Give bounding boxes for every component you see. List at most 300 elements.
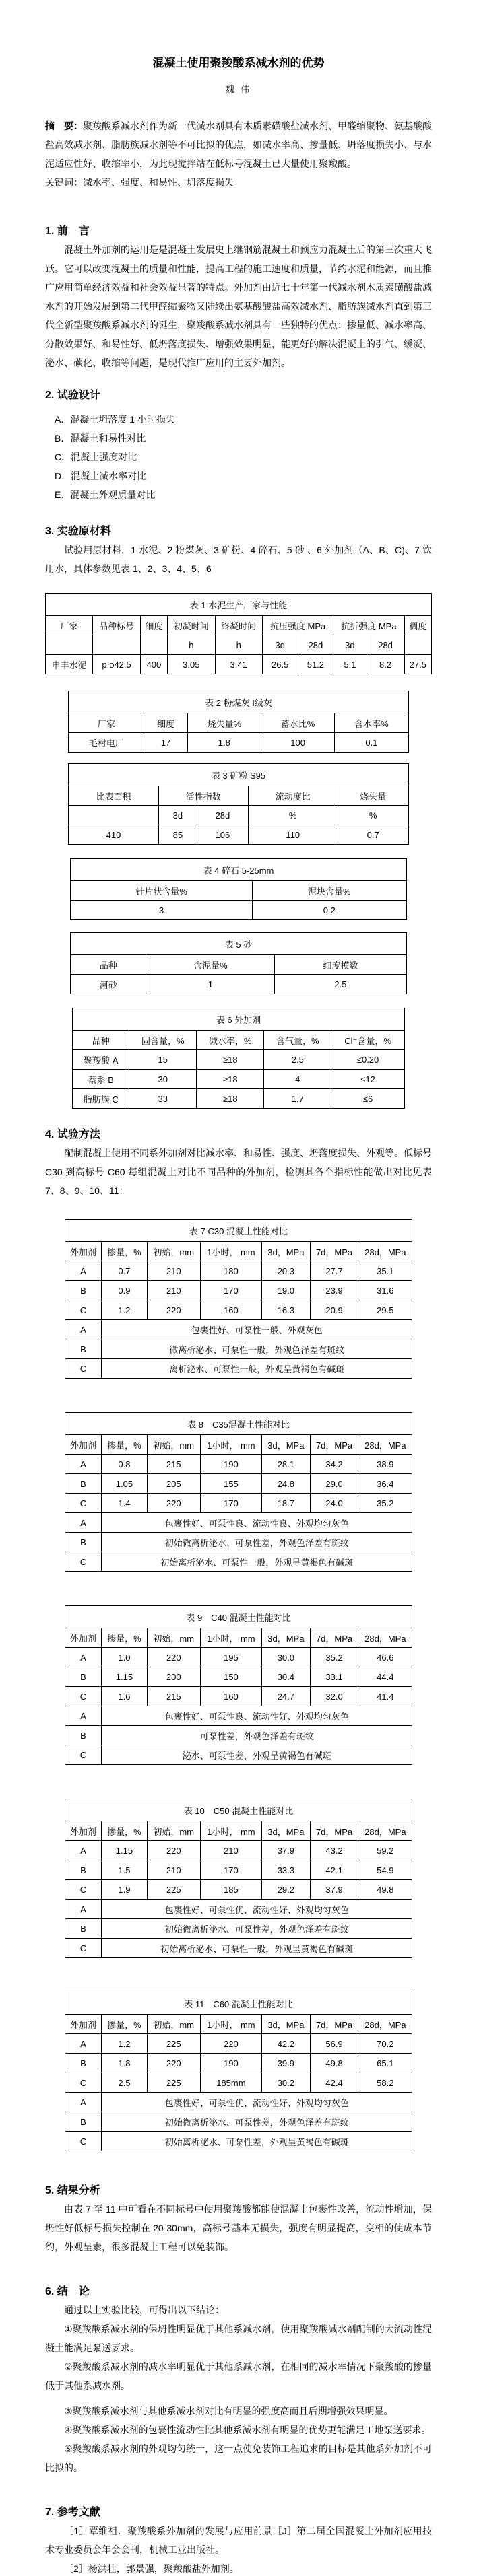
- table-note-text: 微离析泌水、可泵性一般，外观色泽差有斑纹: [102, 1339, 412, 1359]
- table-11-c60: [45, 1992, 432, 2151]
- table-note-text: 包裹性好、可泵性良、流动性好、外观均匀灰色: [102, 1706, 412, 1726]
- table-header-cell: 掺量，%: [102, 1242, 148, 1261]
- table-title: 表 9 C40 混凝土性能对比: [65, 1606, 412, 1628]
- table-cell: 4: [264, 1070, 331, 1089]
- t8-grid: [65, 1412, 413, 1572]
- table-header-cell: 抗压强度 MPa: [262, 616, 333, 635]
- table-header-cell: 掺量，%: [102, 1435, 148, 1455]
- table-10-c50: [45, 1799, 432, 1958]
- table-cell: 160: [200, 1300, 261, 1320]
- table-note-row: [65, 1919, 412, 1939]
- table-title: 表 7 C30 混凝土性能对比: [65, 1220, 412, 1242]
- table-header-cell: 初始，mm: [147, 2015, 200, 2034]
- table-cell: 1.05: [102, 1474, 148, 1494]
- table-cell: 脂肪族 C: [73, 1089, 129, 1109]
- table-title-row: [65, 1799, 412, 1821]
- table-cell: B: [65, 1474, 101, 1494]
- table-header-row: [65, 1821, 412, 1841]
- table-header-cell: 外加剂: [65, 1242, 101, 1261]
- table-header-cell: 比表面积: [69, 786, 158, 806]
- table-8-c35: [45, 1412, 432, 1572]
- table-cell: 17: [144, 733, 187, 753]
- table-header-cell: 7d，MPa: [310, 1242, 358, 1261]
- table-2-flyash: [45, 691, 432, 753]
- table-row: [65, 2054, 412, 2073]
- table-cell: 聚羧酸 A: [73, 1050, 129, 1070]
- table-cell: 400: [140, 655, 167, 674]
- table-row: [65, 1667, 412, 1687]
- table-cell: 33.3: [262, 1860, 311, 1880]
- table-header-row: [69, 806, 408, 825]
- table-title: 表 1 水泥生产厂家与性能: [46, 594, 432, 616]
- table-cell: B: [65, 2054, 101, 2073]
- table-header-cell: 7d，MPa: [310, 1435, 358, 1455]
- table-header-cell: 28d: [298, 635, 333, 655]
- table-note-text: 初始微离析泌水、可泵性差，外观色泽差有斑纹: [102, 1919, 412, 1939]
- table-note-text: 泌水、可泵性差，外观呈黄褐色有碱斑: [102, 1745, 412, 1765]
- table-header-row: [71, 881, 406, 901]
- table-cell: 27.7: [310, 1261, 358, 1281]
- table-cell: 195: [200, 1648, 261, 1667]
- table-header-cell: 28d，MPa: [358, 1628, 412, 1648]
- table-cell: 59.2: [358, 1841, 412, 1860]
- table-row: [71, 975, 406, 994]
- table-header-cell: 1小时， mm: [200, 1628, 261, 1648]
- t4-grid: [70, 858, 406, 920]
- section-7-heading: 7. 参考文献: [45, 2507, 100, 2518]
- table-header-cell: 初始，mm: [147, 1435, 200, 1455]
- table-row: [65, 1648, 412, 1667]
- table-title: 表 8 C35混凝土性能对比: [65, 1413, 412, 1435]
- table-cell: 0.7: [102, 1261, 148, 1281]
- table-cell: 35.2: [358, 1494, 412, 1513]
- table-note-label: C: [65, 1552, 101, 1572]
- table-cell: 32.0: [310, 1687, 358, 1706]
- table-cell: 16.3: [262, 1300, 311, 1320]
- conclusion-item-5: ⑤聚羧酸系减水剂的外观均匀统一，这一点使免装饰工程追求的目标是其他系外加剂不可比拟的。: [45, 2443, 432, 2473]
- table-cell: 42.1: [310, 1860, 358, 1880]
- table-title-row: [65, 1413, 412, 1435]
- table-note-label: A: [65, 1706, 101, 1726]
- table-cell: 42.2: [262, 2034, 311, 2054]
- table-cell: 210: [147, 1261, 200, 1281]
- table-row: [69, 825, 408, 845]
- table-header-cell: 初凝时间: [168, 616, 215, 635]
- table-note-label: A: [65, 1320, 101, 1339]
- table-cell: 220: [200, 2034, 261, 2054]
- table-cell: 170: [200, 1860, 261, 1880]
- table-header-cell: 3d，MPa: [262, 1435, 311, 1455]
- design-item-c: C．混凝土强度对比: [55, 452, 137, 462]
- table-cell: 205: [147, 1474, 200, 1494]
- table-header-cell: 活性指数: [158, 786, 248, 806]
- table-cell: C: [65, 1880, 101, 1900]
- table-header-cell: 3d，MPa: [262, 2015, 311, 2034]
- table-header-cell: 7d，MPa: [310, 1628, 358, 1648]
- table-header-cell: 厂家: [46, 616, 93, 635]
- table-cell: 41.4: [358, 1687, 412, 1706]
- table-header-cell: 7d，MPa: [310, 2015, 358, 2034]
- conclusion-item-4: ④聚羧酸系减水剂的包裹性流动性比其他系减水剂有明显的优势更能满足工地泵送要求。: [64, 2425, 431, 2435]
- table-title-row: [65, 1606, 412, 1628]
- table-header-cell: Cl⁻含量，%: [331, 1031, 405, 1050]
- table-header-cell: 品种: [71, 955, 146, 975]
- table-cell: 49.8: [310, 2054, 358, 2073]
- table-note-text: 可泵性差，外观色泽差有斑纹: [102, 1726, 412, 1745]
- table-cell: C: [65, 1300, 101, 1320]
- table-title-row: [46, 594, 432, 616]
- t10-grid: [65, 1799, 413, 1958]
- table-note-row: [65, 1533, 412, 1552]
- table-cell: 70.2: [358, 2034, 412, 2054]
- table-header-cell: 厂家: [69, 713, 144, 733]
- table-cell: 3: [71, 901, 253, 920]
- table-cell: C: [65, 1687, 101, 1706]
- section-3-heading: 3. 实验原材料: [45, 526, 111, 537]
- table-cell: 29.2: [262, 1880, 311, 1900]
- table-note-row: [65, 1320, 412, 1339]
- table-note-row: [65, 1745, 412, 1765]
- table-cell: 160: [200, 1687, 261, 1706]
- table-cell: 51.2: [298, 655, 333, 674]
- table-header-cell: [140, 635, 167, 655]
- table-cell: 34.2: [310, 1455, 358, 1474]
- table-cell: 210: [200, 1841, 261, 1860]
- table-cell: 58.2: [358, 2073, 412, 2093]
- table-cell: 0.7: [338, 825, 408, 845]
- table-cell: 30.4: [262, 1667, 311, 1687]
- table-cell: 1.5: [102, 1860, 148, 1880]
- table-cell: 30.0: [262, 1648, 311, 1667]
- table-header-cell: 28d，MPa: [358, 2015, 412, 2034]
- section-5-heading: 5. 结果分析: [45, 2185, 100, 2196]
- table-cell: A: [65, 1455, 101, 1474]
- table-cell: 215: [147, 1455, 200, 1474]
- table-header-cell: 外加剂: [65, 1435, 101, 1455]
- table-cell: 200: [147, 1667, 200, 1687]
- table-header-cell: [93, 635, 140, 655]
- table-note-row: [65, 1706, 412, 1726]
- table-cell: 44.4: [358, 1667, 412, 1687]
- table-row: [65, 2034, 412, 2054]
- table-header-row: [46, 616, 432, 635]
- table-cell: 35.1: [358, 1261, 412, 1281]
- table-header-cell: 蓄水比%: [261, 713, 334, 733]
- table-header-cell: 抗折强度 MPa: [333, 616, 404, 635]
- table-cell: 1.8: [102, 2054, 148, 2073]
- reference-2: ［2］杨洪壮，郭景强，聚羧酸盐外加剂。: [64, 2563, 239, 2574]
- reference-1: ［1］覃维祖．聚羧酸系外加剂的发展与应用前景［J］第二届全国混凝土外加剂应用技术专业委员会年会会刊，机械工业出版社。: [45, 2526, 432, 2555]
- table-cell: 河砂: [71, 975, 146, 994]
- table-header-cell: 掺量，%: [102, 2015, 148, 2034]
- table-header-cell: 稠度: [404, 616, 431, 635]
- table-cell: 33: [129, 1089, 197, 1109]
- table-title-row: [65, 1992, 412, 2015]
- table-header-row: [69, 786, 408, 806]
- table-header-cell: 掺量，%: [102, 1628, 148, 1648]
- table-note-row: [65, 1552, 412, 1572]
- table-cell: B: [65, 1667, 101, 1687]
- table-cell: A: [65, 1648, 101, 1667]
- table-cell: 萘系 B: [73, 1070, 129, 1089]
- table-cell: 28.1: [262, 1455, 311, 1474]
- t3-grid: [68, 763, 408, 845]
- keywords-line: [45, 173, 432, 192]
- table-cell: 1.6: [102, 1687, 148, 1706]
- table-note-label: C: [65, 2132, 101, 2151]
- table-title: 表 11 C60 混凝土性能对比: [65, 1992, 412, 2015]
- t7-grid: [65, 1219, 413, 1379]
- table-header-cell: 3d，MPa: [262, 1242, 311, 1261]
- table-header-cell: 3d: [333, 635, 367, 655]
- table-cell: 1.4: [102, 1494, 148, 1513]
- table-cell: 15: [129, 1050, 197, 1070]
- design-item-b: B．混凝土和易性对比: [55, 433, 146, 444]
- table-row: [65, 1494, 412, 1513]
- table-cell: 190: [200, 1455, 261, 1474]
- table-header-cell: 3d: [262, 635, 298, 655]
- table-row: [65, 1880, 412, 1900]
- table-cell: p.o42.5: [93, 655, 140, 674]
- table-cell: 33.1: [310, 1667, 358, 1687]
- table-cell: ≥18: [197, 1089, 264, 1109]
- table-cell: C: [65, 1494, 101, 1513]
- table-cell: 35.2: [310, 1648, 358, 1667]
- table-header-cell: 终凝时间: [215, 616, 262, 635]
- design-item-e: E．混凝土外观质量对比: [55, 489, 156, 500]
- table-cell: 2.5: [102, 2073, 148, 2093]
- table-header-cell: 烧失量: [338, 786, 408, 806]
- table-cell: 36.4: [358, 1474, 412, 1494]
- table-note-text: 初始离析泌水、可泵性一般，外观呈黄褐色有碱斑: [102, 1552, 412, 1572]
- table-cell: 185: [200, 1880, 261, 1900]
- table-cell: 24.8: [262, 1474, 311, 1494]
- table-header-cell: %: [248, 806, 338, 825]
- conclusion-item-2: ②聚羧酸系减水剂的减水率明显优于其他系减水剂，在相同的减水率情况下聚羧酸的掺量低于其他系减水剂。: [45, 2361, 432, 2391]
- section-5-paragraph: 由表 7 至 11 中可看在不同标号中使用聚羧酸都能使混凝土包裹性改善，流动性增加，保坍性好低标号损失控制在 20-30mm，高标号基本无损失，强度有明显提高，变相的使成本节约，外观呈素，很多混凝土工程可以免装饰。: [45, 2204, 432, 2252]
- table-cell: A: [65, 1841, 101, 1860]
- table-cell: 170: [200, 1494, 261, 1513]
- table-note-row: [65, 1939, 412, 1958]
- table-cell: C: [65, 2073, 101, 2093]
- table-header-cell: 1小时， mm: [200, 2015, 261, 2034]
- table-cell: 1.9: [102, 1880, 148, 1900]
- table-title: 表 6 外加剂: [73, 1008, 405, 1031]
- table-header-cell: 7d，MPa: [310, 1821, 358, 1841]
- conclusion-item-1: ①聚羧酸系减水剂的保坍性明显优于其他系减水剂，使用聚羧酸减水剂配制的大流动性混凝土能满足泵送要求。: [45, 2324, 432, 2353]
- table-row: [69, 733, 408, 753]
- table-row: [73, 1070, 405, 1089]
- t5-grid: [70, 932, 406, 994]
- table-header-cell: 细度: [144, 713, 187, 733]
- table-header-cell: 外加剂: [65, 1821, 101, 1841]
- abstract: [45, 116, 432, 173]
- table-row: [65, 1841, 412, 1860]
- table-cell: 38.9: [358, 1455, 412, 1474]
- table-cell: 30.2: [262, 2073, 311, 2093]
- table-cell: ≤12: [331, 1070, 405, 1089]
- table-header-cell: 28d，MPa: [358, 1242, 412, 1261]
- table-header-row: [71, 955, 406, 975]
- t6-grid: [72, 1008, 405, 1109]
- table-cell: 1.8: [187, 733, 261, 753]
- table-header-cell: 流动度比: [248, 786, 338, 806]
- table-title: 表 10 C50 混凝土性能对比: [65, 1799, 412, 1821]
- table-header-cell: 28d，MPa: [358, 1821, 412, 1841]
- table-header-cell: 含气量，%: [264, 1031, 331, 1050]
- table-cell: 2.5: [264, 1050, 331, 1070]
- table-header-cell: 外加剂: [65, 2015, 101, 2034]
- table-cell: 18.7: [262, 1494, 311, 1513]
- abstract-label: 摘 要：: [45, 120, 83, 131]
- t1-grid: [45, 593, 432, 674]
- table-cell: 2.5: [275, 975, 406, 994]
- table-cell: A: [65, 2034, 101, 2054]
- table-cell: 190: [200, 2054, 261, 2073]
- table-note-row: [65, 1359, 412, 1379]
- table-title-row: [73, 1008, 405, 1031]
- table-cell: 3.05: [168, 655, 215, 674]
- table-cell: 225: [147, 2073, 200, 2093]
- table-header-cell: 泥块含量%: [252, 881, 406, 901]
- table-note-row: [65, 2112, 412, 2132]
- table-header-cell: 掺量，%: [102, 1821, 148, 1841]
- table-note-text: 初始离析泌水、可泵性一般，外观呈黄褐色有碱斑: [102, 1939, 412, 1958]
- table-cell: 110: [248, 825, 338, 845]
- table-header-row: [65, 1435, 412, 1455]
- table-header-cell: 28d: [197, 806, 248, 825]
- table-cell: 225: [147, 1880, 200, 1900]
- table-header-cell: 3d，MPa: [262, 1628, 311, 1648]
- table-header-cell: [69, 806, 158, 825]
- section-4-paragraph: 配制混凝土使用不同系外加剂对比减水率、和易性、强度、坍落度损失、外观等。低标号C30 到高标号 C60 每组混凝土对比不同品种的外加剂，检测其各个指标性能做出对比见表 7、8、9、10、11：: [45, 1148, 432, 1196]
- table-6-admixtures: [45, 1008, 432, 1109]
- table-row: [65, 1281, 412, 1300]
- table-header-cell: 含泥量%: [146, 955, 275, 975]
- section-2-heading: 2. 试验设计: [45, 390, 100, 401]
- section-6-heading: 6. 结 论: [45, 2286, 90, 2297]
- table-title-row: [71, 933, 406, 955]
- table-5-sand: [45, 932, 432, 994]
- table-cell: 23.9: [310, 1281, 358, 1300]
- table-title-row: [65, 1220, 412, 1242]
- table-cell: 220: [147, 2054, 200, 2073]
- table-title: 表 2 粉煤灰 I级灰: [69, 691, 408, 713]
- table-header-cell: 针片状含量%: [71, 881, 253, 901]
- table-cell: 46.6: [358, 1648, 412, 1667]
- conclusion-intro: 通过以上实验比较，可得出以下结论：: [64, 2305, 224, 2316]
- table-cell: 1.0: [102, 1648, 148, 1667]
- table-header-cell: [404, 635, 431, 655]
- table-row: [65, 1455, 412, 1474]
- table-note-label: C: [65, 1939, 101, 1958]
- table-cell: 39.9: [262, 2054, 311, 2073]
- table-header-cell: 品种: [73, 1031, 129, 1050]
- table-header-cell: 外加剂: [65, 1628, 101, 1648]
- table-note-label: A: [65, 2093, 101, 2112]
- table-cell: B: [65, 1860, 101, 1880]
- table-cell: 24.7: [262, 1687, 311, 1706]
- table-cell: 20.3: [262, 1261, 311, 1281]
- table-row: [65, 1300, 412, 1320]
- table-note-label: B: [65, 1339, 101, 1359]
- table-4-crushed-stone: [45, 858, 432, 920]
- table-3-slag-powder: [45, 763, 432, 845]
- table-note-text: 包裹性好、可泵性良、流动性良、外观均匀灰色: [102, 1513, 412, 1533]
- table-cell: 29.0: [310, 1474, 358, 1494]
- design-item-a: A．混凝土坍落度 1 小时损失: [55, 414, 175, 425]
- table-header-cell: 1小时， mm: [200, 1821, 261, 1841]
- table-row: [73, 1089, 405, 1109]
- table-note-text: 初始微离析泌水、可泵性差，外观色泽差有斑纹: [102, 2112, 412, 2132]
- table-header-cell: 初始，mm: [147, 1628, 200, 1648]
- table-row: [65, 1474, 412, 1494]
- table-header-cell: 固含量，%: [129, 1031, 197, 1050]
- table-header-cell: 28d: [367, 635, 404, 655]
- table-7-c30: [45, 1219, 432, 1379]
- table-cell: 24.0: [310, 1494, 358, 1513]
- table-note-label: C: [65, 1745, 101, 1765]
- table-header-row: [46, 635, 432, 655]
- paper-author: 魏 伟: [225, 84, 252, 94]
- table-cell: 43.2: [310, 1841, 358, 1860]
- section-1-heading: 1. 前 言: [45, 225, 90, 237]
- table-note-text: 包裹性好、可泵性一般、外观灰色: [102, 1320, 412, 1339]
- table-cell: 5.1: [333, 655, 367, 674]
- table-cell: 210: [147, 1860, 200, 1880]
- table-cell: 37.9: [310, 1880, 358, 1900]
- table-header-cell: 细度模数: [275, 955, 406, 975]
- table-header-cell: 3d，MPa: [262, 1821, 311, 1841]
- conclusion-item-3: ③聚羧酸系减水剂与其他系减水剂对比有明显的强度高而且后期增强效果明显。: [64, 2406, 393, 2416]
- table-note-text: 初始离析泌水、可泵性差，外观呈黄褐色有碱斑: [102, 2132, 412, 2151]
- table-cell: 37.9: [262, 1841, 311, 1860]
- table-title: 表 4 碎石 5-25mm: [71, 859, 406, 881]
- table-row: [65, 1261, 412, 1281]
- table-cell: 410: [69, 825, 158, 845]
- table-cell: 0.8: [102, 1455, 148, 1474]
- table-cell: B: [65, 1281, 101, 1300]
- table-cell: 30: [129, 1070, 197, 1089]
- table-note-text: 初始微离析泌水、可泵性差，外观色泽差有斑纹: [102, 1533, 412, 1552]
- keywords-label: 关键词：: [45, 177, 83, 188]
- table-cell: 1: [146, 975, 275, 994]
- table-row: [65, 1860, 412, 1880]
- table-title-row: [71, 859, 406, 881]
- table-note-label: B: [65, 1533, 101, 1552]
- table-header-row: [73, 1031, 405, 1050]
- t11-grid: [65, 1992, 413, 2151]
- table-cell: 42.4: [310, 2073, 358, 2093]
- table-cell: 31.6: [358, 1281, 412, 1300]
- table-header-cell: [46, 635, 93, 655]
- table-header-cell: 初始，mm: [147, 1821, 200, 1841]
- table-cell: ≤6: [331, 1089, 405, 1109]
- table-header-cell: 烧失量%: [187, 713, 261, 733]
- table-1-cement: [45, 593, 432, 674]
- table-cell: ≤0.20: [331, 1050, 405, 1070]
- table-header-row: [65, 1242, 412, 1261]
- table-cell: 1.2: [102, 2034, 148, 2054]
- table-title: 表 3 矿粉 S95: [69, 764, 408, 786]
- table-cell: 56.9: [310, 2034, 358, 2054]
- section-4-heading: 4. 试验方法: [45, 1129, 100, 1140]
- table-cell: 220: [147, 1300, 200, 1320]
- table-note-label: B: [65, 1919, 101, 1939]
- t9-grid: [65, 1605, 413, 1765]
- table-header-row: [69, 713, 408, 733]
- table-cell: 27.5: [404, 655, 431, 674]
